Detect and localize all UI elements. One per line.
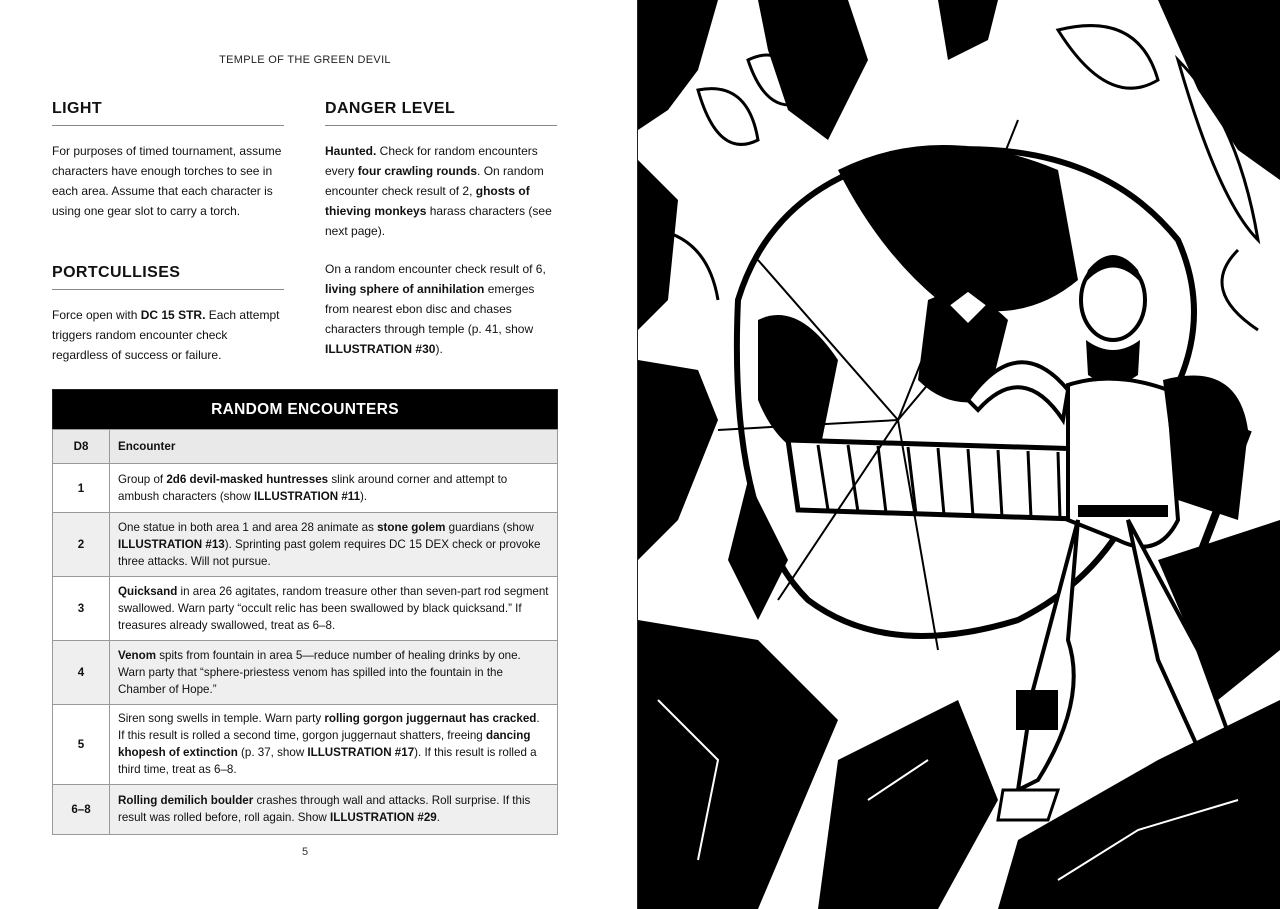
light-section (52, 100, 284, 221)
left-page (0, 0, 638, 909)
table-row (53, 641, 558, 705)
die-result: 1 (53, 464, 110, 513)
die-result: 2 (53, 513, 110, 577)
column-header-encounter: Encounter (110, 430, 558, 464)
ink-illustration (638, 0, 1280, 909)
encounter-text: Group of 2d6 devil-masked huntresses slink around corner and attempt to ambush characters (show ILLUSTRATION #11). (110, 464, 558, 513)
die-result: 4 (53, 641, 110, 705)
portcullises-text: Force open with DC 15 STR. Each attempt triggers random encounter check regardless of success or failure. (52, 308, 280, 362)
die-result: 5 (53, 705, 110, 785)
encounter-text: Siren song swells in temple. Warn party rolling gorgon juggernaut has cracked. If this result is rolled a second time, gorgon juggernaut shatters, freeing dancing khopesh of extinction (p. 37, show ILLUSTRATION #17). If this result is rolled a third time, treat as 6–8. (110, 705, 558, 785)
encounter-text: Venom spits from fountain in area 5—reduce number of healing drinks by one. Warn party that “sphere-priestess venom has spilled into the fountain in the Chamber of Hope.” (110, 641, 558, 705)
die-result: 3 (53, 577, 110, 641)
running-head: TEMPLE OF THE GREEN DEVIL (219, 54, 391, 66)
table-row (53, 705, 558, 785)
random-encounters-table (52, 389, 558, 835)
table-title: RANDOM ENCOUNTERS (211, 401, 399, 418)
table-row (53, 464, 558, 513)
table-header-row (53, 430, 558, 464)
table-row (53, 513, 558, 577)
table-title-row (53, 390, 558, 430)
illustration-page (638, 0, 1280, 909)
encounter-text: Quicksand in area 26 agitates, random treasure other than seven-part rod segment swallowed. Warn party “occult relic has been swallowed by black quicksand.” If treasures already swallowed, treat as 6–8. (110, 577, 558, 641)
table-row (53, 577, 558, 641)
page-number: 5 (301, 846, 309, 858)
column-header-d8: D8 (53, 430, 110, 464)
die-result: 6–8 (53, 785, 110, 835)
encounter-text: Rolling demilich boulder crashes through wall and attacks. Roll surprise. If this result was rolled before, roll again. Show ILLUSTRATION #29. (110, 785, 558, 835)
danger-section (325, 100, 557, 359)
light-heading: LIGHT (52, 100, 284, 126)
danger-paragraph-2: On a random encounter check result of 6, living sphere of annihilation emerges from nearest ebon disc and chases characters through temple (p. 41, show ILLUSTRATION #30). (325, 262, 546, 356)
table-row (53, 785, 558, 835)
encounter-text: One statue in both area 1 and area 28 animate as stone golem guardians (show ILLUSTRATION #13). Sprinting past golem requires DC 15 DEX check or provoke three attacks. Will not pursue. (110, 513, 558, 577)
portcullises-section (52, 264, 284, 365)
light-text: For purposes of timed tournament, assume characters have enough torches to see in each area. Assume that each character is using one gear slot to carry a torch. (52, 144, 282, 218)
danger-paragraph-1: Haunted. Check for random encounters every four crawling rounds. On random encounter check result of 2, ghosts of thieving monkeys harass characters (see next page). (325, 144, 552, 238)
danger-heading: DANGER LEVEL (325, 100, 557, 126)
portcullises-heading: PORTCULLISES (52, 264, 284, 290)
